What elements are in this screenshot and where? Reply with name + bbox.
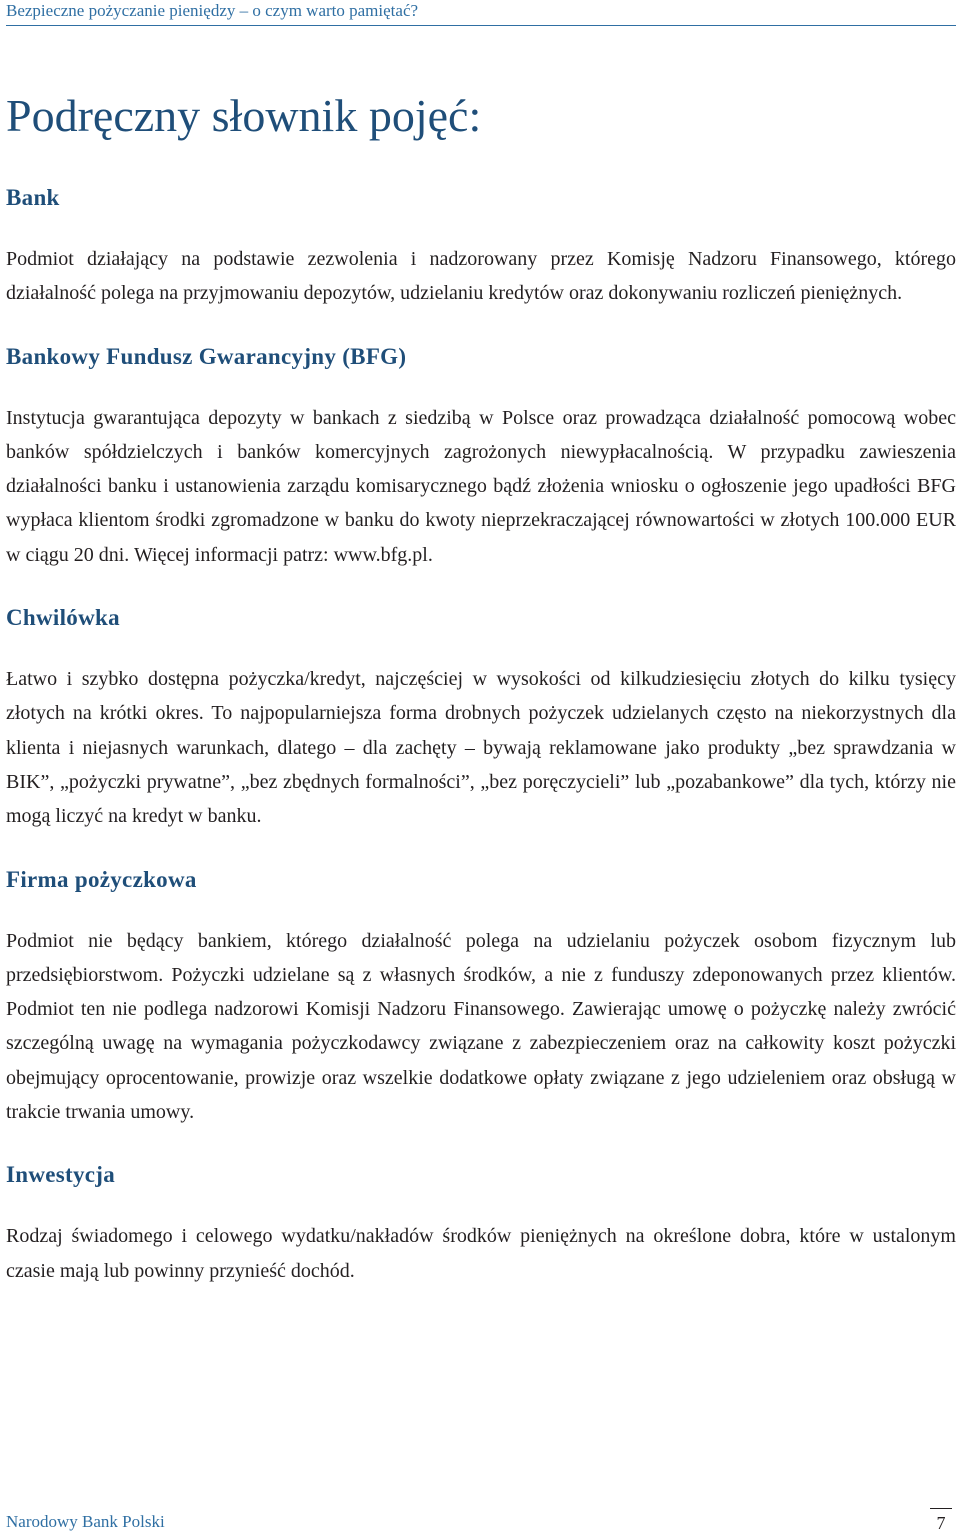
page-header <box>6 0 956 26</box>
document-title: Bezpieczne pożyczanie pieniędzy – o czym warto pamiętać? <box>6 1 419 20</box>
glossary-definition: Podmiot działający na podstawie zezwolenia i nadzorowany przez Komisję Nadzoru Finansowego, którego działalność polega na przyjmowaniu depozytów, udzielaniu kredytów oraz dokonywaniu rozliczeń pieniężnych. <box>6 248 956 305</box>
page-footer <box>6 1508 956 1538</box>
glossary-entry-firma-pozyczkowa <box>6 862 956 1130</box>
glossary-term: Inwestycja <box>6 1162 116 1188</box>
glossary-definition: Instytucja gwarantująca depozyty w bankach z siedzibą w Polsce oraz prowadząca działalność pomocową wobec banków spółdzielczych i banków komercyjnych zagrożonych niewypłacalnością. W przypadku zawieszenia działalności banku i ustanowienia zarządu komisarycznego bądź złożenia wniosku o ogłoszenie jego upadłości BFG wypłaca klientom środki zgromadzone w banku do kwoty nieprzekraczającej równowartości w złotych 100.000 EUR w ciągu 20 dni. Więcej informacji patrz: www.bfg.pl. <box>6 406 956 566</box>
page-title: Podręczny słownik pojęć: <box>6 90 482 141</box>
glossary-term: Firma pożyczkowa <box>6 866 197 892</box>
glossary-entry-bank <box>6 180 956 311</box>
glossary-term: Bankowy Fundusz Gwarancyjny (BFG) <box>6 343 407 369</box>
glossary-term: Bank <box>6 185 60 210</box>
glossary-entry-inwestycja <box>6 1157 956 1288</box>
glossary-term: Chwilówka <box>6 605 120 631</box>
page-number: 7 <box>930 1508 952 1534</box>
glossary-definition: Rodzaj świadomego i celowego wydatku/nakładów środków pieniężnych na określone dobra, które w ustalonym czasie mają lub powinny przynieść dochód. <box>6 1225 956 1282</box>
footer-organization: Narodowy Bank Polski <box>6 1512 165 1531</box>
glossary-definition: Łatwo i szybko dostępna pożyczka/kredyt, najczęściej w wysokości od kilkudziesięciu złotych do kilku tysięcy złotych na krótki okres. To najpopularniejsza forma drobnych pożyczek udzielanych często na niekorzystnych dla klienta i niejasnych warunkach, dlatego – dla zachęty – bywają reklamowane jako produkty „bez sprawdzania w BIK”, „pożyczki prywatne”, „bez zbędnych formalności”, „bez poręczycieli” lub „pozabankowe” dla tych, którzy nie mogą liczyć na kredyt w banku. <box>6 668 956 828</box>
glossary-definition: Podmiot nie będący bankiem, którego działalność polega na udzielaniu pożyczek osobom fizycznym lub przedsiębiorstwom. Pożyczki udzielane są z własnych środków, a nie z funduszy zdeponowanych przez klientów. Podmiot ten nie podlega nadzorowi Komisji Nadzoru Finansowego. Zawierając umowę o pożyczkę należy zwrócić szczególną uwagę na wymagania pożyczkodawcy związane z zabezpieczeniem oraz na całkowity koszt pożyczki obejmujący oprocentowanie, prowizje oraz wszelkie dodatkowe opłaty związane z jego udzieleniem oraz obsługą w trakcie trwania umowy. <box>6 929 956 1124</box>
glossary <box>6 180 956 1316</box>
glossary-entry-bfg <box>6 339 956 572</box>
glossary-entry-chwilowka <box>6 600 956 833</box>
